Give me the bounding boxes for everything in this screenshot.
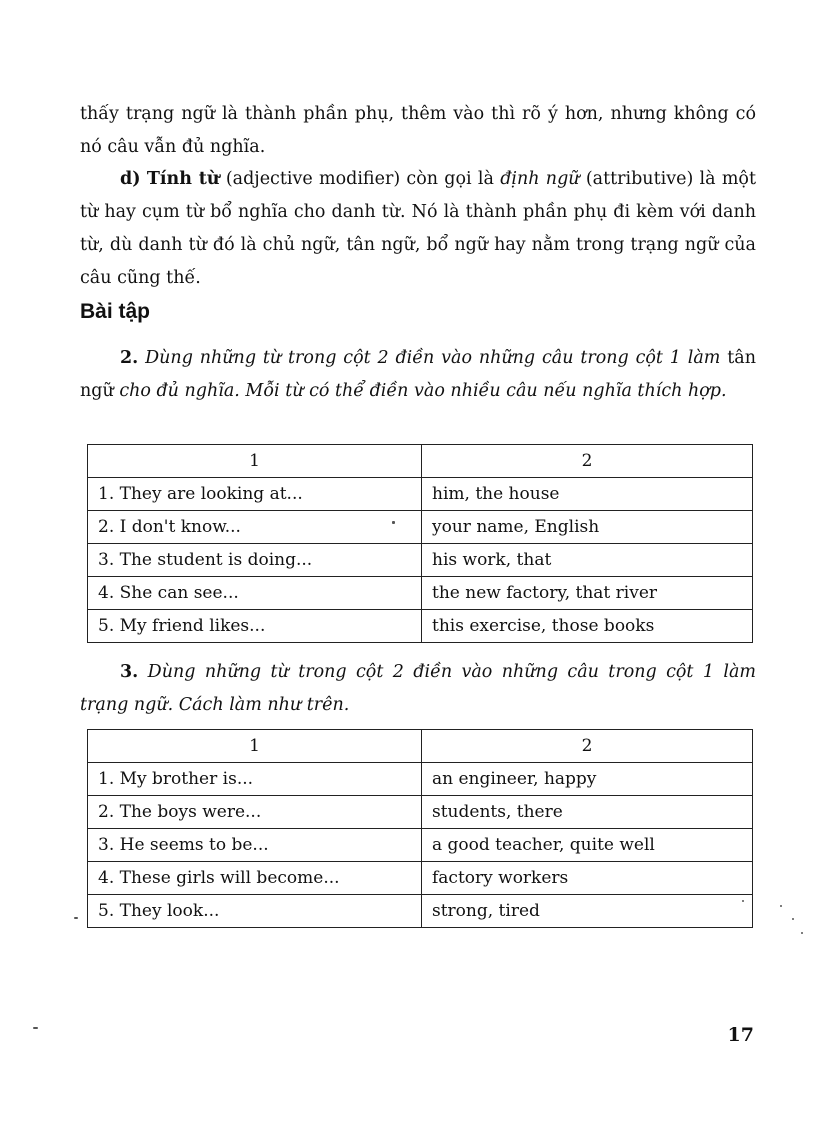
table-header-row xyxy=(88,730,753,763)
scan-speck xyxy=(74,917,78,919)
table-row xyxy=(88,511,753,544)
words-cell: students, there xyxy=(422,796,753,829)
section-d-text-1: (adjective modifier) còn gọi là xyxy=(219,169,501,189)
section-d-paragraph xyxy=(80,163,756,295)
section-d-label: d) xyxy=(120,169,141,189)
column-2-header: 2 xyxy=(422,445,753,478)
exercise-3-instruction xyxy=(80,656,756,722)
words-cell: this exercise, those books xyxy=(422,610,753,643)
sentence-cell: 4. She can see... xyxy=(88,577,422,610)
words-cell: strong, tired xyxy=(422,895,753,928)
column-1-header: 1 xyxy=(88,445,422,478)
column-1-header: 1 xyxy=(88,730,422,763)
table-row xyxy=(88,829,753,862)
scan-speck xyxy=(392,521,395,524)
table-row xyxy=(88,862,753,895)
scan-speck xyxy=(33,1027,38,1029)
words-cell: a good teacher, quite well xyxy=(422,829,753,862)
table-row xyxy=(88,610,753,643)
words-cell: the new factory, that river xyxy=(422,577,753,610)
words-cell: your name, English xyxy=(422,511,753,544)
table-row xyxy=(88,796,753,829)
table-header-row xyxy=(88,445,753,478)
section-d-term: Tính từ xyxy=(146,169,220,189)
scan-speck xyxy=(792,918,794,920)
sentence-cell: 3. The student is doing... xyxy=(88,544,422,577)
sentence-cell: 3. He seems to be... xyxy=(88,829,422,862)
exercise-2-instr-a: Dùng những từ trong cột 2 điền vào những câu trong cột 1 xyxy=(138,348,688,368)
table-row xyxy=(88,895,753,928)
sentence-cell: 4. These girls will become... xyxy=(88,862,422,895)
exercise-2-instr-b: làm xyxy=(687,348,721,368)
intro-text: thấy trạng ngữ là thành phần phụ, thêm vào thì rõ ý hơn, nhưng không có nó câu vẫn đủ nghĩa. xyxy=(80,104,756,157)
words-cell: him, the house xyxy=(422,478,753,511)
sentence-cell: 2. The boys were... xyxy=(88,796,422,829)
section-d-alias: định ngữ xyxy=(500,169,580,189)
words-cell: factory workers xyxy=(422,862,753,895)
table-row xyxy=(88,763,753,796)
intro-paragraph xyxy=(80,98,756,164)
table-row xyxy=(88,544,753,577)
exercise-2-table xyxy=(87,444,753,643)
section-d-text-2: (attributive) là một từ hay cụm từ bổ nghĩa cho danh từ. Nó là thành phần phụ đi kèm với danh từ, dù danh từ đó là chủ ngữ, tân ngữ, bổ ngữ hay nằm trong trạng ngữ của câu cũng thế. xyxy=(80,169,756,288)
table-row xyxy=(88,577,753,610)
sentence-cell: 5. They look... xyxy=(88,895,422,928)
words-cell: his work, that xyxy=(422,544,753,577)
exercise-3-table xyxy=(87,729,753,928)
table-row xyxy=(88,478,753,511)
scan-speck xyxy=(801,932,803,934)
sentence-cell: 1. They are looking at... xyxy=(88,478,422,511)
exercise-2-instruction xyxy=(80,342,756,408)
scan-speck xyxy=(742,900,744,902)
exercise-3-number: 3. xyxy=(120,662,139,682)
sentence-cell: 1. My brother is... xyxy=(88,763,422,796)
exercise-2-number: 2. xyxy=(120,348,139,368)
sentence-cell: 5. My friend likes... xyxy=(88,610,422,643)
exercise-3-instr: Dùng những từ trong cột 2 điền vào những câu trong cột 1 làm trạng ngữ. Cách làm như trên. xyxy=(80,662,756,715)
exercise-2-instr-c: tân ngữ xyxy=(80,348,756,401)
exercises-heading: Bài tập xyxy=(80,300,151,323)
page-number: 17 xyxy=(727,1024,754,1046)
exercise-2-instr-d: cho đủ nghĩa. Mỗi từ có thể điền vào nhiều câu nếu nghĩa thích hợp. xyxy=(119,381,727,401)
scan-speck xyxy=(780,905,782,907)
sentence-cell: 2. I don't know... xyxy=(88,511,422,544)
column-2-header: 2 xyxy=(422,730,753,763)
words-cell: an engineer, happy xyxy=(422,763,753,796)
